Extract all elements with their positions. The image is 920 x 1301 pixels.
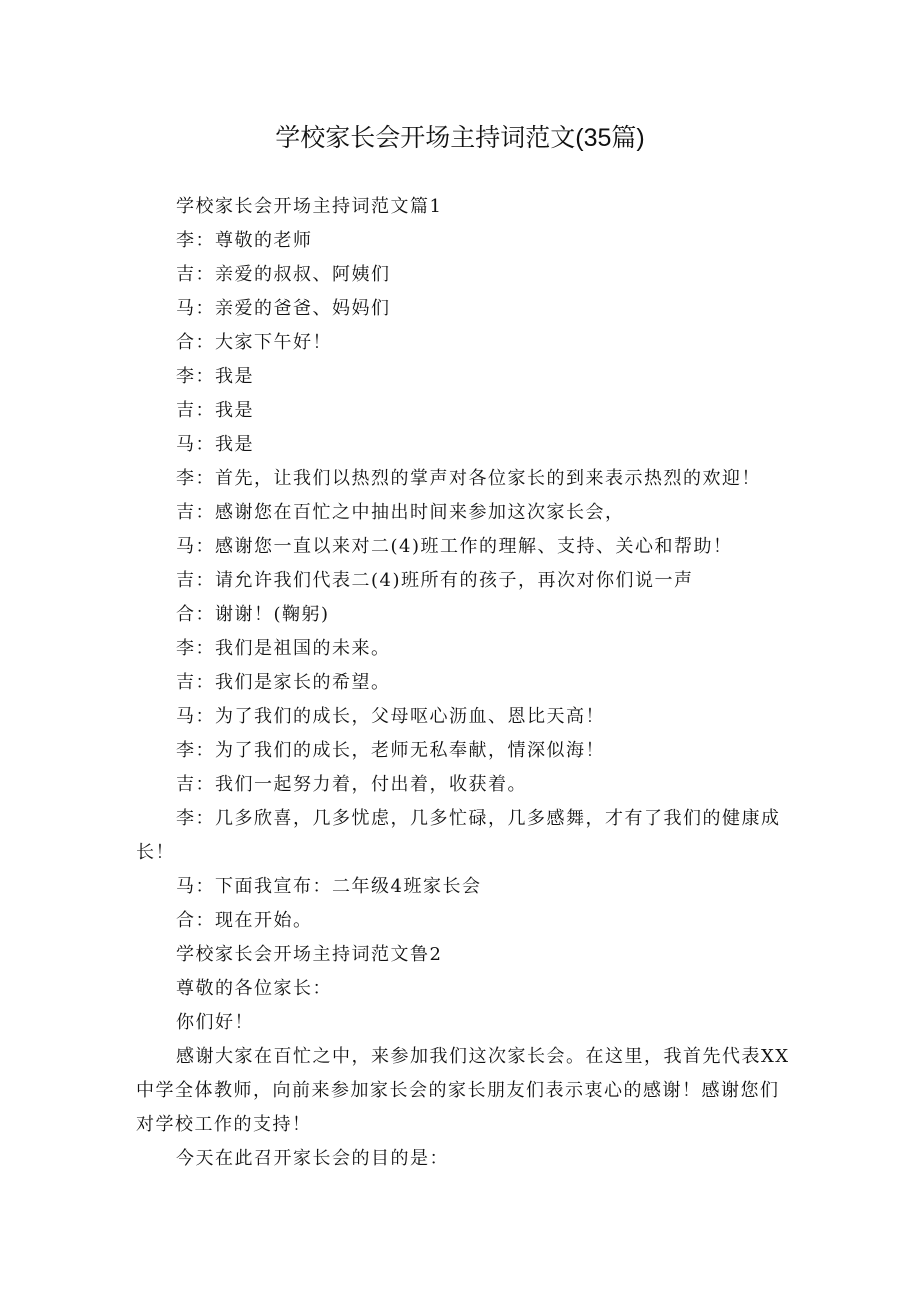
section-heading: 学校家长会开场主持词范文篇1 (176, 196, 443, 217)
paragraph: 吉：亲爱的叔叔、阿姨们 (176, 264, 391, 285)
section-heading: 学校家长会开场主持词范文鲁2 (176, 944, 443, 965)
paragraph: 合：大家下午好！ (176, 332, 332, 353)
paragraph: 李：我们是祖国的未来。 (176, 638, 391, 659)
paragraph: 马：感谢您一直以来对二(4)班工作的理解、支持、关心和帮助！ (176, 536, 733, 557)
paragraph: 李：为了我们的成长，老师无私奉献，情深似海！ (176, 740, 605, 761)
paragraph: 吉：请允许我们代表二(4)班所有的孩子，再次对你们说一声 (176, 570, 694, 591)
paragraph: 吉：我是 (176, 400, 254, 421)
document-title: 学校家长会开场主持词范文(35篇) (275, 124, 645, 152)
paragraph: 今天在此召开家长会的目的是： (176, 1148, 449, 1169)
paragraph: 吉：感谢您在百忙之中抽出时间来参加这次家长会， (176, 502, 625, 523)
paragraph: 李：几多欣喜，几多忧虑，几多忙碌，几多感舞，才有了我们的健康成长！ (136, 808, 781, 863)
document-body (136, 190, 790, 1176)
paragraph: 吉：我们是家长的希望。 (176, 672, 391, 693)
paragraph: 马：下面我宣布：二年级4班家长会 (176, 876, 482, 897)
paragraph: 尊敬的各位家长： (176, 978, 332, 999)
paragraph: 马：亲爱的爸爸、妈妈们 (176, 298, 391, 319)
paragraph: 李：首先，让我们以热烈的掌声对各位家长的到来表示热烈的欢迎！ (176, 468, 761, 489)
paragraph: 李：尊敬的老师 (176, 230, 313, 251)
paragraph: 合：谢谢！(鞠躬) (176, 604, 330, 625)
paragraph: 李：我是 (176, 366, 254, 387)
paragraph: 吉：我们一起努力着，付出着，收获着。 (176, 774, 527, 795)
paragraph: 合：现在开始。 (176, 910, 313, 931)
paragraph: 马：我是 (176, 434, 254, 455)
paragraph: 你们好！ (176, 1012, 254, 1033)
paragraph: 感谢大家在百忙之中，来参加我们这次家长会。在这里，我首先代表XX中学全体教师，向前来参加家长会的家长朋友们表示衷心的感谢！感谢您们对学校工作的支持！ (136, 1046, 790, 1135)
paragraph: 马：为了我们的成长，父母呕心沥血、恩比天高！ (176, 706, 605, 727)
